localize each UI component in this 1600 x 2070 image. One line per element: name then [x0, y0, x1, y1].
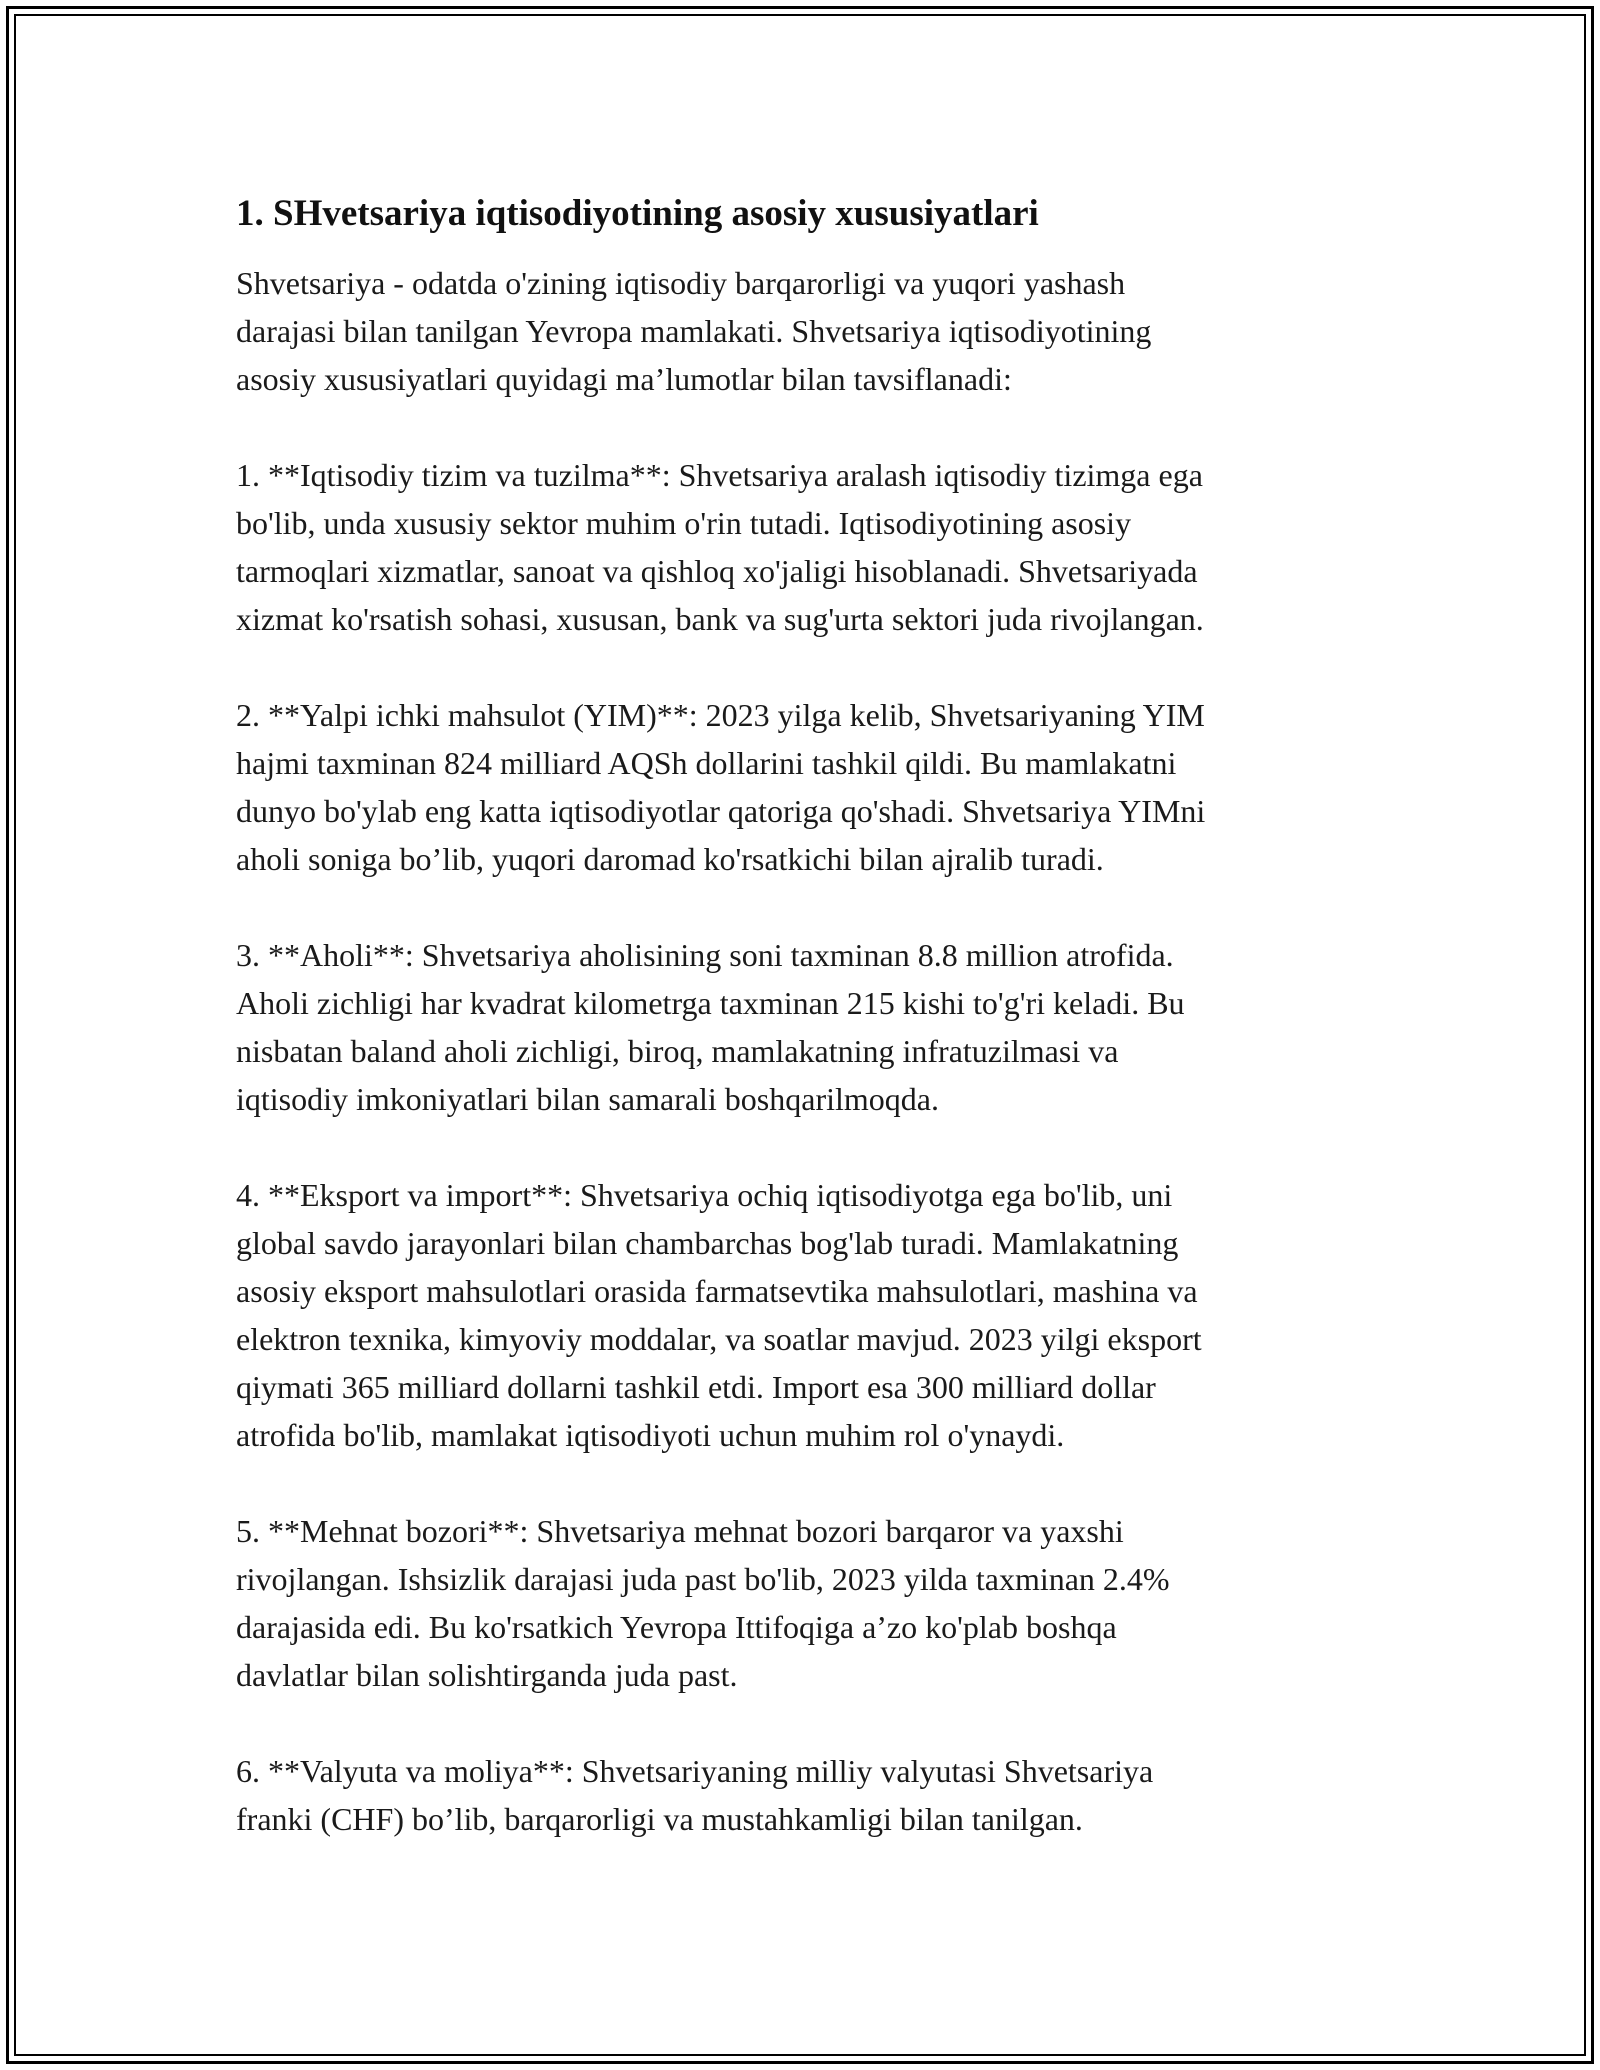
- section-labor-market: 5. **Mehnat bozori**: Shvetsariya mehnat bozori barqaror va yaxshi rivojlangan. Ishsizlik darajasi juda past bo'lib, 2023 yilda taxminan 2.4% darajasida edi. Bu ko'rsatkich Yevropa Ittifoqiga a’zo ko'plab boshqa davlatlar bilan solishtirganda juda past.: [236, 1513, 1170, 1693]
- intro-paragraph: Shvetsariya - odatda o'zining iqtisodiy barqarorligi va yuqori yashash darajasi bilan tanilgan Yevropa mamlakati. Shvetsariya iqtisodiyotining asosiy xususiyatlari quyidagi ma’lumotlar bilan tavsiflanadi:: [236, 265, 1152, 397]
- section-export-import: 4. **Eksport va import**: Shvetsariya ochiq iqtisodiyotga ega bo'lib, uni global savdo jarayonlari bilan chambarchas bog'lab turadi. Mamlakatning asosiy eksport mahsulotlari orasida farmatsevtika mahsulotlari, mashina va elektron texnika, kimyoviy moddalar, va soatlar mavjud. 2023 yilgi eksport qiymati 365 milliard dollarni tashkil etdi. Import esa 300 milliard dollar atrofida bo'lib, mamlakat iqtisodiyoti uchun muhim rol o'ynaydi.: [236, 1177, 1202, 1453]
- document-body: [236, 188, 1366, 1843]
- section-currency-finance: 6. **Valyuta va moliya**: Shvetsariyaning milliy valyutasi Shvetsariya franki (CHF) bo’lib, barqarorligi va mustahkamligi bilan tanilgan.: [236, 1753, 1154, 1837]
- section-economic-system: 1. **Iqtisodiy tizim va tuzilma**: Shvetsariya aralash iqtisodiy tizimga ega bo'lib, unda xususiy sektor muhim o'rin tutadi. Iqtisodiyotining asosiy tarmoqlari xizmatlar, sanoat va qishloq xo'jaligi hisoblanadi. Shvetsariyada xizmat ko'rsatish sohasi, xususan, bank va sug'urta sektori juda rivojlangan.: [236, 457, 1204, 637]
- section-gdp: 2. **Yalpi ichki mahsulot (YIM)**: 2023 yilga kelib, Shvetsariyaning YIM hajmi taxminan 824 milliard AQSh dollarini tashkil qildi. Bu mamlakatni dunyo bo'ylab eng katta iqtisodiyotlar qatoriga qo'shadi. Shvetsariya YIMni aholi soniga bo’lib, yuqori daromad ko'rsatkichi bilan ajralib turadi.: [236, 697, 1206, 877]
- document-title: 1. SHvetsariya iqtisodiyotining asosiy xususiyatlari: [236, 193, 1039, 234]
- section-population: 3. **Aholi**: Shvetsariya aholisining soni taxminan 8.8 million atrofida. Aholi zichligi har kvadrat kilometrga taxminan 215 kishi to'g'ri keladi. Bu nisbatan baland aholi zichligi, biroq, mamlakatning infratuzilmasi va iqtisodiy imkoniyatlari bilan samarali boshqarilmoqda.: [236, 937, 1185, 1117]
